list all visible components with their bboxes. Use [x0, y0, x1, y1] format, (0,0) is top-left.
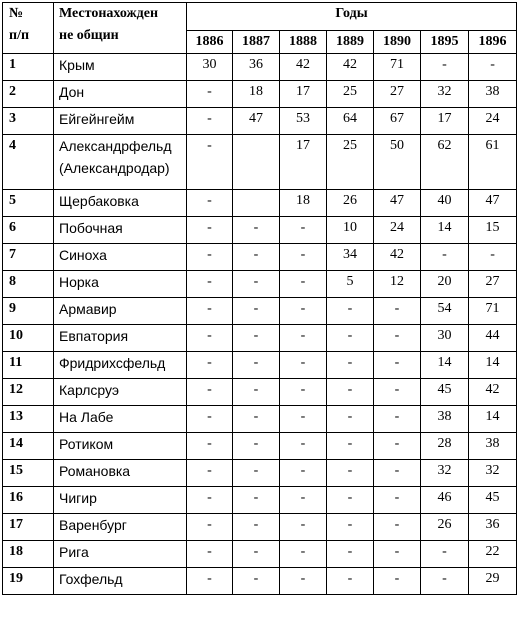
value-cell-1896: 45 — [469, 487, 517, 514]
value-cell-1886: - — [187, 190, 233, 217]
value-cell-1895: 54 — [421, 298, 469, 325]
value-cell-1886: - — [187, 379, 233, 406]
value-cell-1888: - — [280, 352, 327, 379]
value-cell-1890: 24 — [374, 217, 421, 244]
value-cell-1887: - — [233, 433, 280, 460]
header-year-1886: 1886 — [187, 31, 233, 54]
value-cell-1886: - — [187, 271, 233, 298]
value-cell-1889: 5 — [327, 271, 374, 298]
value-cell-1890: - — [374, 514, 421, 541]
table-row — [3, 217, 517, 244]
value-cell-1889: - — [327, 352, 374, 379]
value-cell-1888: - — [280, 541, 327, 568]
value-cell-1888: 17 — [280, 135, 327, 190]
row-number: 5 — [3, 190, 54, 217]
community-name — [54, 135, 187, 190]
value-cell-1886: - — [187, 135, 233, 190]
value-cell-1888: - — [280, 271, 327, 298]
value-cell-1895: - — [421, 244, 469, 271]
value-cell-1895: 20 — [421, 271, 469, 298]
value-cell-1886: - — [187, 352, 233, 379]
value-cell-1887: - — [233, 406, 280, 433]
table-row — [3, 406, 517, 433]
row-number: 15 — [3, 460, 54, 487]
header-num-line1: № — [9, 6, 24, 21]
value-cell-1896: 15 — [469, 217, 517, 244]
value-cell-1886: - — [187, 325, 233, 352]
table-row — [3, 460, 517, 487]
value-cell-1890: - — [374, 487, 421, 514]
value-cell-1887: - — [233, 244, 280, 271]
row-number: 3 — [3, 108, 54, 135]
row-number: 7 — [3, 244, 54, 271]
row-number: 12 — [3, 379, 54, 406]
value-cell-1887: - — [233, 460, 280, 487]
row-number: 1 — [3, 54, 54, 81]
table-row — [3, 541, 517, 568]
table-row — [3, 568, 517, 595]
value-cell-1888: - — [280, 433, 327, 460]
value-cell-1886: - — [187, 406, 233, 433]
value-cell-1890: 67 — [374, 108, 421, 135]
value-cell-1887 — [233, 190, 280, 217]
community-name: Ротиком — [54, 433, 187, 460]
value-cell-1889: 26 — [327, 190, 374, 217]
value-cell-1890: - — [374, 460, 421, 487]
community-name: Гохфельд — [54, 568, 187, 595]
value-cell-1887: - — [233, 568, 280, 595]
header-year-1890: 1890 — [374, 31, 421, 54]
row-number: 13 — [3, 406, 54, 433]
value-cell-1895: 30 — [421, 325, 469, 352]
value-cell-1896: 47 — [469, 190, 517, 217]
value-cell-1896: 32 — [469, 460, 517, 487]
value-cell-1886: - — [187, 514, 233, 541]
value-cell-1888: 18 — [280, 190, 327, 217]
value-cell-1890: 27 — [374, 81, 421, 108]
header-year-1889: 1889 — [327, 31, 374, 54]
value-cell-1889: - — [327, 298, 374, 325]
value-cell-1886: - — [187, 244, 233, 271]
value-cell-1888: - — [280, 298, 327, 325]
value-cell-1889: 25 — [327, 135, 374, 190]
community-name: Синоха — [54, 244, 187, 271]
value-cell-1886: - — [187, 217, 233, 244]
value-cell-1890: 47 — [374, 190, 421, 217]
value-cell-1888: - — [280, 217, 327, 244]
value-cell-1886: - — [187, 81, 233, 108]
value-cell-1890: 42 — [374, 244, 421, 271]
table-row — [3, 135, 517, 190]
value-cell-1896: 22 — [469, 541, 517, 568]
table-row — [3, 271, 517, 298]
table-row — [3, 325, 517, 352]
value-cell-1890: 50 — [374, 135, 421, 190]
community-name: Романовка — [54, 460, 187, 487]
header-num-cell — [3, 3, 54, 54]
header-year-1896: 1896 — [469, 31, 517, 54]
value-cell-1889: - — [327, 460, 374, 487]
row-number: 10 — [3, 325, 54, 352]
table-row — [3, 54, 517, 81]
value-cell-1888: - — [280, 487, 327, 514]
community-name: Рига — [54, 541, 187, 568]
row-number: 9 — [3, 298, 54, 325]
table-row — [3, 352, 517, 379]
value-cell-1886: - — [187, 568, 233, 595]
value-cell-1886: - — [187, 433, 233, 460]
value-cell-1889: - — [327, 406, 374, 433]
value-cell-1889: 25 — [327, 81, 374, 108]
value-cell-1888: 17 — [280, 81, 327, 108]
value-cell-1895: 17 — [421, 108, 469, 135]
value-cell-1890: - — [374, 568, 421, 595]
value-cell-1896: 42 — [469, 379, 517, 406]
value-cell-1896: 29 — [469, 568, 517, 595]
value-cell-1888: 42 — [280, 54, 327, 81]
value-cell-1888: 53 — [280, 108, 327, 135]
value-cell-1890: - — [374, 433, 421, 460]
value-cell-1890: 71 — [374, 54, 421, 81]
community-name: Фридрихсфельд — [54, 352, 187, 379]
community-name: Побочная — [54, 217, 187, 244]
value-cell-1887: 18 — [233, 81, 280, 108]
value-cell-1890: - — [374, 541, 421, 568]
value-cell-1895: - — [421, 54, 469, 81]
value-cell-1888: - — [280, 379, 327, 406]
value-cell-1895: 45 — [421, 379, 469, 406]
header-year-1888: 1888 — [280, 31, 327, 54]
value-cell-1886: - — [187, 298, 233, 325]
value-cell-1890: - — [374, 298, 421, 325]
community-name: Чигир — [54, 487, 187, 514]
value-cell-1888: - — [280, 325, 327, 352]
row-number: 2 — [3, 81, 54, 108]
value-cell-1896: - — [469, 244, 517, 271]
value-cell-1896: 61 — [469, 135, 517, 190]
header-years: Годы — [187, 3, 517, 31]
value-cell-1896: 38 — [469, 433, 517, 460]
value-cell-1895: 40 — [421, 190, 469, 217]
value-cell-1895: 38 — [421, 406, 469, 433]
row-number: 6 — [3, 217, 54, 244]
value-cell-1887: - — [233, 541, 280, 568]
value-cell-1890: - — [374, 406, 421, 433]
value-cell-1895: 14 — [421, 352, 469, 379]
value-cell-1887 — [233, 135, 280, 190]
value-cell-1888: - — [280, 514, 327, 541]
value-cell-1890: - — [374, 325, 421, 352]
value-cell-1889: 64 — [327, 108, 374, 135]
value-cell-1896: 38 — [469, 81, 517, 108]
row-number: 16 — [3, 487, 54, 514]
value-cell-1887: 36 — [233, 54, 280, 81]
value-cell-1896: 36 — [469, 514, 517, 541]
value-cell-1889: 42 — [327, 54, 374, 81]
header-name-line1: Местонахожден — [59, 6, 159, 21]
value-cell-1896: 27 — [469, 271, 517, 298]
community-name-line2: (Александродар) — [59, 160, 170, 176]
community-name: Дон — [54, 81, 187, 108]
value-cell-1889: - — [327, 487, 374, 514]
value-cell-1889: - — [327, 379, 374, 406]
value-cell-1895: 28 — [421, 433, 469, 460]
value-cell-1895: 14 — [421, 217, 469, 244]
value-cell-1890: 12 — [374, 271, 421, 298]
row-number: 17 — [3, 514, 54, 541]
value-cell-1890: - — [374, 379, 421, 406]
row-number: 19 — [3, 568, 54, 595]
table-row — [3, 190, 517, 217]
value-cell-1886: - — [187, 108, 233, 135]
header-row-1 — [3, 3, 517, 31]
value-cell-1887: - — [233, 379, 280, 406]
table-body — [3, 54, 517, 595]
table-row — [3, 298, 517, 325]
value-cell-1895: 26 — [421, 514, 469, 541]
value-cell-1887: - — [233, 271, 280, 298]
value-cell-1888: - — [280, 406, 327, 433]
value-cell-1896: 44 — [469, 325, 517, 352]
value-cell-1895: - — [421, 568, 469, 595]
community-name-line1: Александрфельд — [59, 138, 172, 154]
community-name: Армавир — [54, 298, 187, 325]
header-num-line2: п/п — [9, 28, 30, 43]
value-cell-1887: - — [233, 514, 280, 541]
value-cell-1887: - — [233, 325, 280, 352]
value-cell-1890: - — [374, 352, 421, 379]
table-row — [3, 514, 517, 541]
value-cell-1886: 30 — [187, 54, 233, 81]
community-name: Варенбург — [54, 514, 187, 541]
row-number: 11 — [3, 352, 54, 379]
value-cell-1889: - — [327, 568, 374, 595]
table-row — [3, 487, 517, 514]
value-cell-1889: - — [327, 433, 374, 460]
table-row — [3, 379, 517, 406]
value-cell-1889: - — [327, 541, 374, 568]
value-cell-1895: 32 — [421, 460, 469, 487]
value-cell-1896: 14 — [469, 406, 517, 433]
value-cell-1887: - — [233, 352, 280, 379]
value-cell-1887: - — [233, 217, 280, 244]
community-name: На Лабе — [54, 406, 187, 433]
value-cell-1889: 34 — [327, 244, 374, 271]
table-row — [3, 244, 517, 271]
header-name-line2: не общин — [59, 28, 119, 43]
communities-table — [2, 2, 517, 595]
community-name: Крым — [54, 54, 187, 81]
community-name: Норка — [54, 271, 187, 298]
value-cell-1895: - — [421, 541, 469, 568]
community-name: Ейгейнгейм — [54, 108, 187, 135]
table-row — [3, 81, 517, 108]
value-cell-1889: - — [327, 325, 374, 352]
community-name: Щербаковка — [54, 190, 187, 217]
value-cell-1888: - — [280, 568, 327, 595]
header-year-1895: 1895 — [421, 31, 469, 54]
value-cell-1889: - — [327, 514, 374, 541]
community-name: Евпатория — [54, 325, 187, 352]
value-cell-1895: 32 — [421, 81, 469, 108]
table-row — [3, 108, 517, 135]
value-cell-1886: - — [187, 460, 233, 487]
table-row — [3, 433, 517, 460]
value-cell-1896: 24 — [469, 108, 517, 135]
value-cell-1896: - — [469, 54, 517, 81]
row-number: 14 — [3, 433, 54, 460]
header-year-1887: 1887 — [233, 31, 280, 54]
value-cell-1886: - — [187, 541, 233, 568]
value-cell-1895: 62 — [421, 135, 469, 190]
value-cell-1887: - — [233, 487, 280, 514]
value-cell-1889: 10 — [327, 217, 374, 244]
value-cell-1888: - — [280, 460, 327, 487]
value-cell-1886: - — [187, 487, 233, 514]
row-number: 4 — [3, 135, 54, 190]
value-cell-1895: 46 — [421, 487, 469, 514]
value-cell-1887: 47 — [233, 108, 280, 135]
value-cell-1896: 14 — [469, 352, 517, 379]
value-cell-1888: - — [280, 244, 327, 271]
value-cell-1887: - — [233, 298, 280, 325]
value-cell-1896: 71 — [469, 298, 517, 325]
row-number: 8 — [3, 271, 54, 298]
header-name-cell — [54, 3, 187, 54]
row-number: 18 — [3, 541, 54, 568]
community-name: Карлсруэ — [54, 379, 187, 406]
